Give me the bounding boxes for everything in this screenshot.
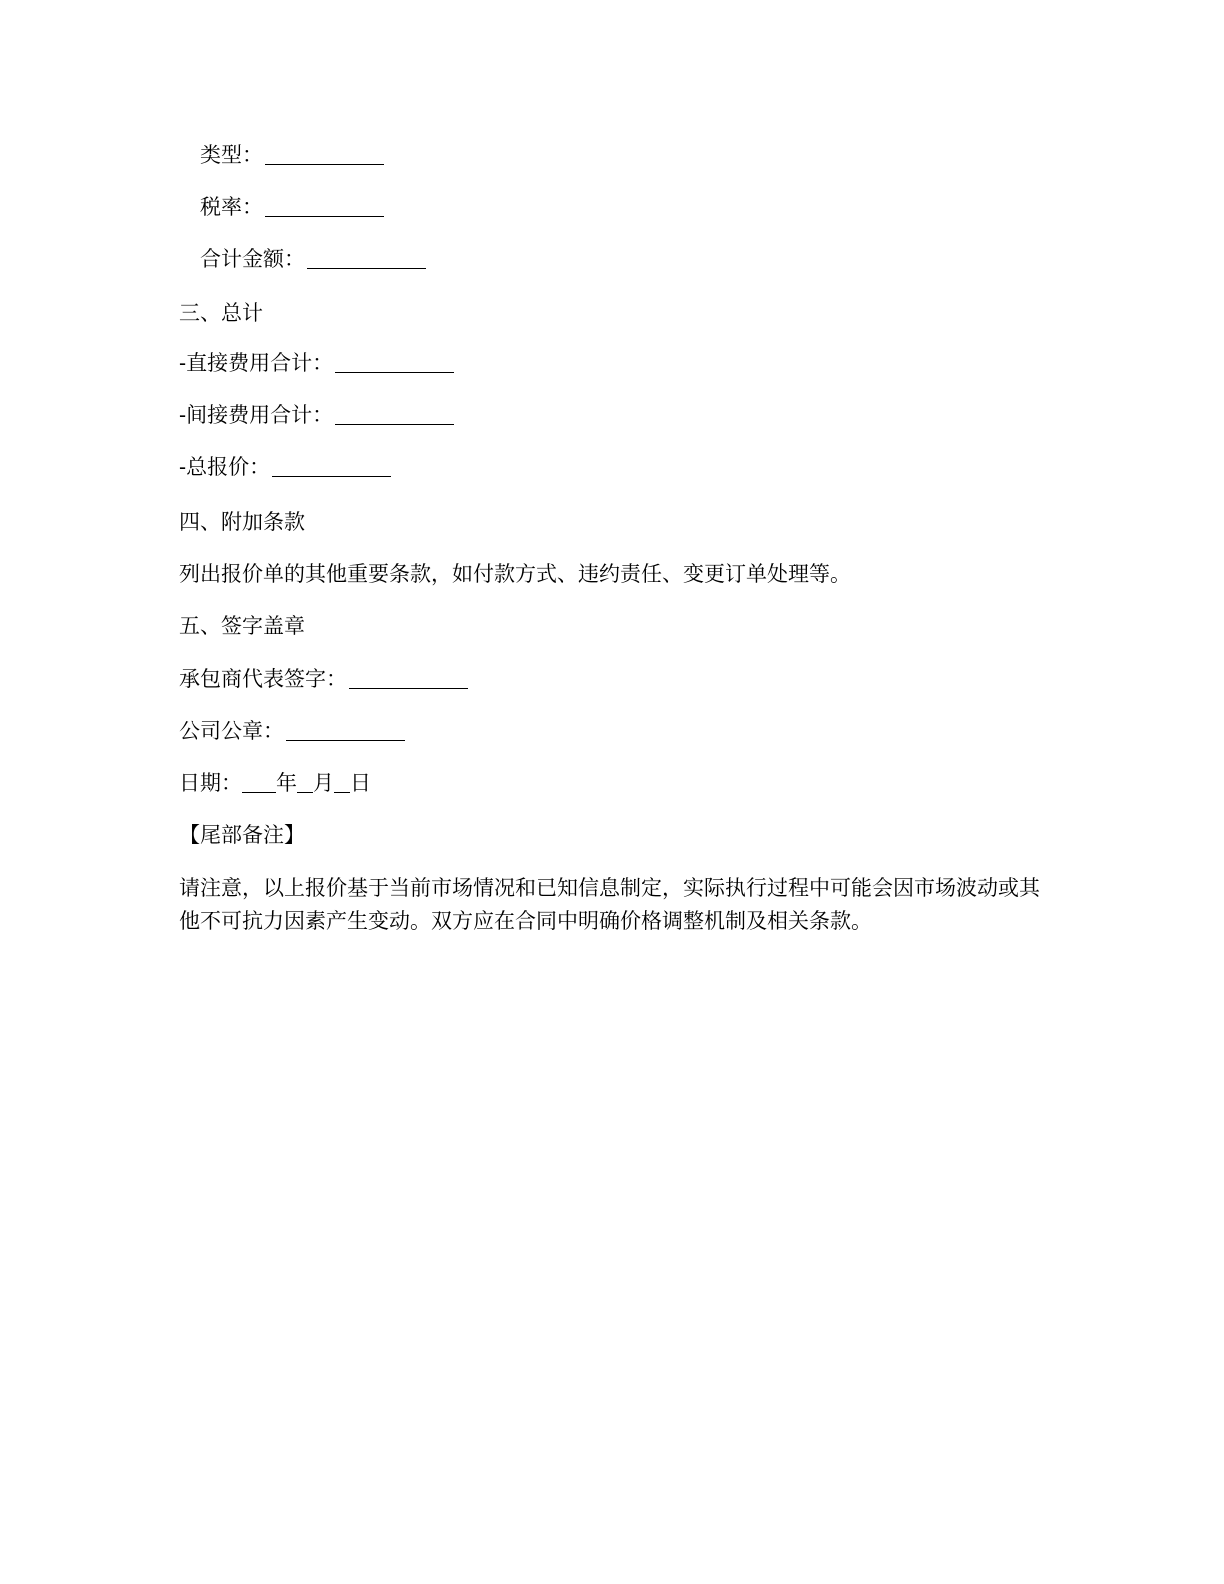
contractor-signature-row (179, 664, 468, 694)
date-label: 日期： (179, 771, 242, 795)
footer-note-body: 请注意，以上报价基于当前市场情况和已知信息制定，实际执行过程中可能会因市场波动或其他不可抗力因素产生变动。双方应在合同中明确价格调整机制及相关条款。 (179, 876, 1040, 933)
contractor-signature-label: 承包商代表签字： (179, 667, 347, 691)
month-unit: 月 (313, 771, 334, 795)
total-quote-label: -总报价： (179, 455, 271, 479)
direct-cost-blank[interactable] (335, 352, 454, 373)
company-seal-label: 公司公章： (179, 719, 284, 743)
total-quote-blank[interactable] (272, 456, 391, 477)
day-unit: 日 (350, 771, 371, 795)
tax-rate-blank[interactable] (265, 196, 384, 217)
day-blank[interactable] (334, 772, 350, 793)
tax-type-blank[interactable] (265, 144, 384, 165)
total-quote-row (179, 452, 391, 482)
company-seal-row (179, 716, 405, 746)
signature-heading: 五、签字盖章 (179, 614, 305, 638)
contractor-signature-blank[interactable] (349, 668, 468, 689)
year-unit: 年 (276, 771, 297, 795)
tax-type-label: 类型： (200, 143, 263, 167)
month-blank[interactable] (297, 772, 313, 793)
additional-terms-body: 列出报价单的其他重要条款，如付款方式、违约责任、变更订单处理等。 (179, 562, 851, 586)
additional-terms-heading: 四、附加条款 (179, 510, 305, 534)
footer-note-heading: 【尾部备注】 (179, 823, 305, 847)
direct-cost-row (179, 348, 454, 378)
tax-rate-label: 税率： (200, 195, 263, 219)
indirect-cost-blank[interactable] (335, 404, 454, 425)
tax-rate-row (200, 192, 384, 222)
year-blank[interactable] (242, 772, 276, 793)
total-amount-blank[interactable] (307, 248, 426, 269)
tax-type-row (200, 140, 384, 170)
date-row (179, 768, 371, 798)
total-amount-row (200, 244, 426, 274)
company-seal-blank[interactable] (286, 720, 405, 741)
totals-heading: 三、总计 (179, 301, 263, 325)
indirect-cost-label: -间接费用合计： (179, 403, 334, 427)
indirect-cost-row (179, 400, 454, 430)
total-amount-label: 合计金额： (200, 247, 305, 271)
direct-cost-label: -直接费用合计： (179, 351, 334, 375)
